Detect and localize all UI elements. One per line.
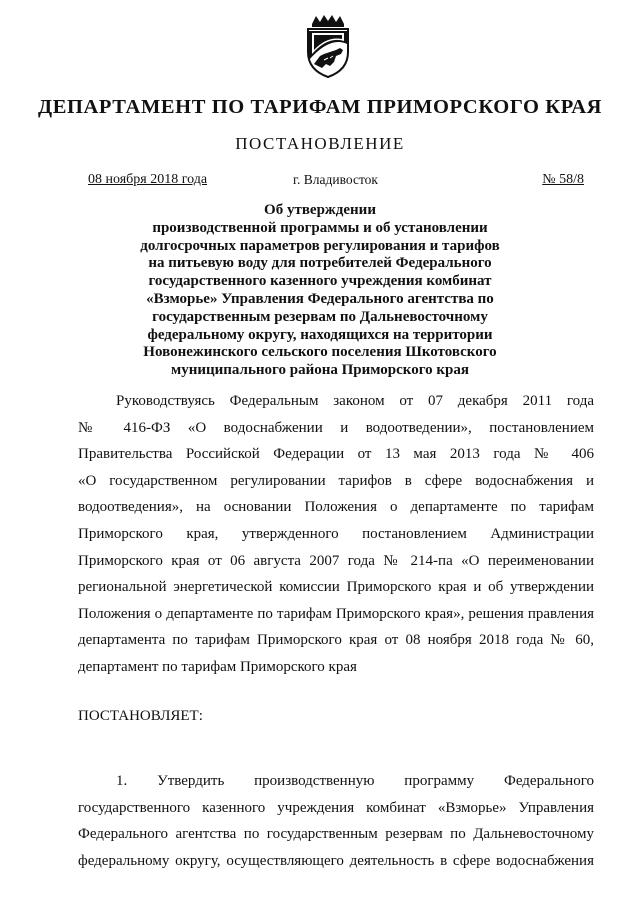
primorsky-coat-of-arms-icon (300, 14, 356, 80)
paragraph-line: 1. Утвердить производственную программу Федерального (116, 773, 594, 789)
document-number: № 58/8 (542, 172, 584, 187)
document-date: 08 ноября 2018 года (88, 172, 208, 187)
item-1-paragraph (78, 768, 594, 874)
paragraph-line: № 416-ФЗ «О водоснабжении и водоотведении», постановлением (78, 419, 594, 436)
title-line: государственным резервам по Дальневосточному (152, 308, 488, 325)
paragraph-line: водоотведения», на основании Положения о департаменте по тарифам (78, 499, 594, 516)
paragraph-line: «О государственном регулировании тарифов в сфере водоснабжения и (78, 472, 594, 489)
paragraph-line: Приморского края, утвержденного постановлением Администрации (78, 525, 594, 542)
document-type: ПОСТАНОВЛЕНИЕ (235, 134, 405, 153)
paragraph-line: департамент по тарифам Приморского края (78, 658, 357, 675)
title-line: муниципального района Приморского края (170, 362, 470, 379)
title-line: федеральному округу, находящихся на территории (147, 326, 493, 343)
paragraph-line: департамента по тарифам Приморского края от 08 ноября 2018 года № 60, (78, 632, 594, 649)
title-line: Новонежинского сельского поселения Шкотовского (143, 344, 497, 361)
paragraph-line: государственного казенного учреждения комбинат «Взморье» Управления (78, 799, 594, 816)
document-title (120, 202, 520, 380)
title-line: долгосрочных параметров регулирования и тарифов (140, 237, 500, 254)
title-line: «Взморье» Управления Федерального агентства по (146, 290, 494, 307)
basis-paragraph (78, 388, 594, 681)
title-line: государственного казенного учреждения комбинат (148, 273, 492, 290)
department-name: ДЕПАРТАМЕНТ ПО ТАРИФАМ ПРИМОРСКОГО КРАЯ (37, 96, 603, 118)
title-line: производственной программы и об установлении (152, 219, 488, 236)
paragraph-line: Руководствуясь Федеральным законом от 07 декабря 2011 года (116, 393, 594, 409)
title-line: на питьевую воду для потребителей Федерального (148, 255, 492, 272)
resolves-heading: ПОСТАНОВЛЯЕТ: (78, 708, 203, 724)
paragraph-line: Положения о департаменте по тарифам Приморского края», решения правления (78, 605, 594, 622)
paragraph-line: Правительства Российской Федерации от 13 мая 2013 года № 406 (78, 446, 594, 463)
document-city: г. Владивосток (293, 172, 378, 187)
paragraph-line: региональной энергетической комиссии Приморского края и об утверждении (78, 579, 594, 596)
paragraph-line: Федерального агентства по государственным резервам по Дальневосточному (78, 826, 594, 843)
paragraph-line: Приморского края от 06 августа 2007 года № 214-па «О переименовании (78, 552, 594, 569)
title-line: Об утверждении (264, 202, 376, 218)
paragraph-line: федеральному округу, осуществляющего деятельность в сфере водоснабжения (78, 852, 594, 869)
